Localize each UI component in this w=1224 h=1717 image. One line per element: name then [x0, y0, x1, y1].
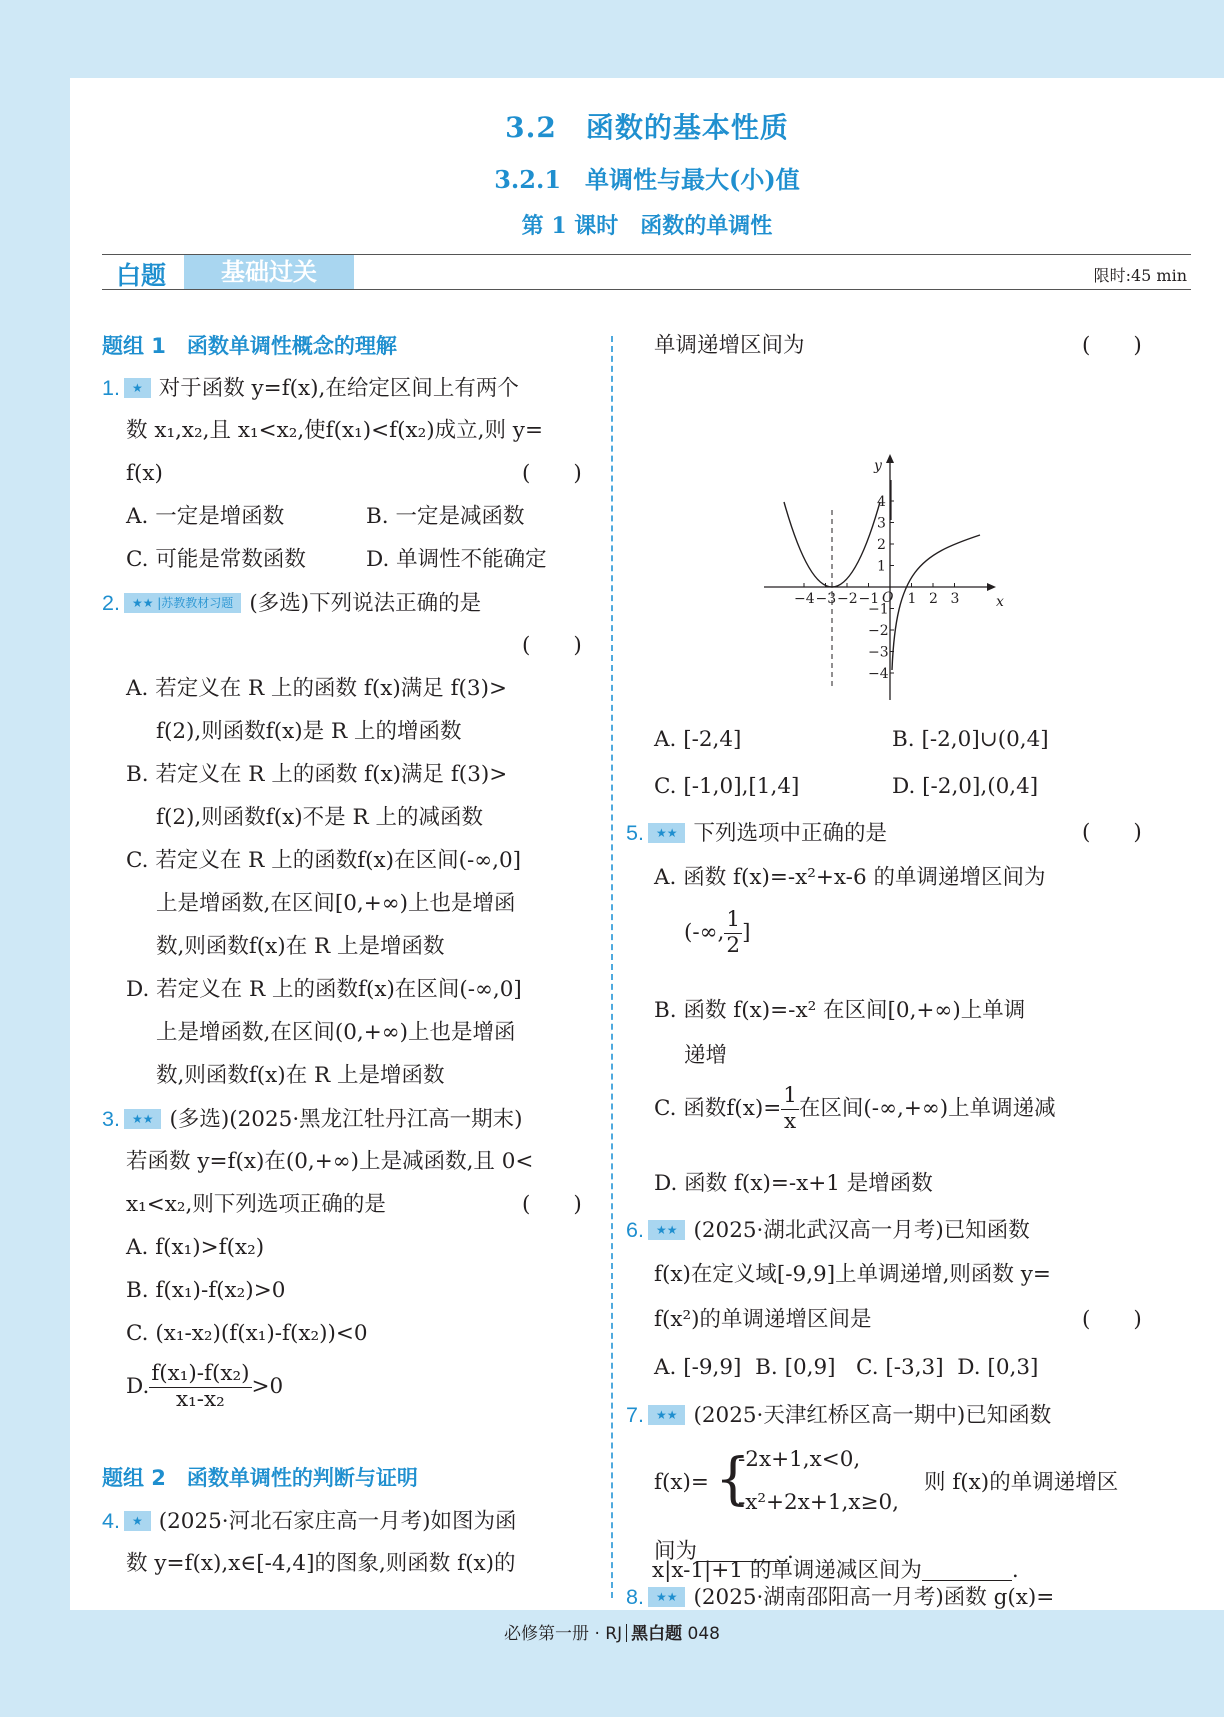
- origin-label: O: [882, 590, 894, 606]
- footer-separator: [626, 1624, 627, 1642]
- question-5: [626, 818, 887, 849]
- q3-option-c: C. (x₁-x₂)(f(x₁)-f(x₂))<0: [126, 1321, 368, 1346]
- q1-line1: 对于函数 y=f(x),在给定区间上有两个: [158, 376, 519, 401]
- q1-number: 1.: [102, 376, 120, 400]
- y-tick-label: 3: [877, 515, 886, 532]
- q3-d-numerator: f(x₁)-f(x₂): [151, 1361, 250, 1386]
- q4-option-b: B. [-2,0]∪(0,4]: [892, 727, 1049, 752]
- q5-number: 5.: [626, 821, 644, 845]
- band-tag-main: 白题: [116, 261, 167, 290]
- x-tick-label: 1: [907, 591, 917, 607]
- lesson-title: 第 1 课时 函数的单调性: [521, 213, 773, 239]
- q1-answer-paren: ( ): [522, 461, 582, 486]
- q3-option-b: B. f(x₁)-f(x₂)>0: [126, 1278, 286, 1303]
- y-axis-arrow: [886, 454, 894, 463]
- group-heading-1: 题组 1 函数单调性概念的理解: [102, 334, 397, 358]
- q6-number: 6.: [626, 1218, 644, 1242]
- q6-stars: ★★: [648, 1220, 686, 1240]
- question-6: [626, 1215, 1030, 1246]
- q6-answer-paren: ( ): [1082, 1307, 1142, 1332]
- x-tick-label: −2: [837, 591, 858, 607]
- q4-line1: (2025·河北石家庄高一月考)如图为函: [158, 1509, 517, 1534]
- y-tick-label: −4: [868, 666, 889, 682]
- q3-stars: ★★: [124, 1109, 162, 1129]
- band-tag-sub: 基础过关: [184, 255, 354, 289]
- y-tick-label: −1: [868, 601, 889, 618]
- q2-option-d-line3: 数,则函数f(x)在 R 上是增函数: [156, 1063, 445, 1088]
- question-2: [102, 588, 481, 619]
- q2-option-b-line1: B. 若定义在 R 上的函数 f(x)满足 f(3)>: [126, 762, 508, 787]
- q5-c-fraction: [781, 1084, 799, 1134]
- q1-option-b: B. 一定是减函数: [366, 504, 525, 529]
- q1-line2: 数 x₁,x₂,且 x₁<x₂,使f(x₁)<f(x₂)成立,则 y=: [126, 418, 543, 443]
- section-title: 3.2 函数的基本性质: [505, 111, 789, 144]
- q3-option-d: [126, 1362, 283, 1412]
- q7-brace: {: [715, 1447, 751, 1512]
- q6-options: A. [-9,9] B. [0,9] C. [-3,3] D. [0,3]: [654, 1355, 1039, 1380]
- x-tick-label: 3: [950, 591, 960, 607]
- q2-option-b-line2: f(2),则函数f(x)不是 R 上的减函数: [156, 805, 483, 830]
- q4-option-c: C. [-1,0],[1,4]: [654, 774, 800, 799]
- y-tick-label: 2: [877, 537, 886, 553]
- q5-option-b-line2: 递增: [684, 1043, 728, 1068]
- y-tick-label: −3: [868, 644, 889, 661]
- group-heading-2: 题组 2 函数单调性的判断与证明: [102, 1466, 418, 1490]
- q4-option-a: A. [-2,4]: [654, 727, 742, 752]
- q3-line3: x₁<x₂,则下列选项正确的是: [126, 1192, 386, 1217]
- q5-a-post: ]: [742, 920, 751, 946]
- q2-answer-paren: ( ): [522, 633, 582, 658]
- q2-option-a-line1: A. 若定义在 R 上的函数 f(x)满足 f(3)>: [126, 676, 508, 701]
- q3-line1: (多选)(2025·黑龙江牡丹江高一期末): [169, 1107, 523, 1132]
- q3-number: 3.: [102, 1107, 120, 1131]
- q7-case-2: -x²+2x+1,x≥0,: [738, 1490, 900, 1515]
- q2-line1: (多选)下列说法正确的是: [249, 591, 482, 616]
- page-footer: [0, 1619, 1224, 1644]
- subsection-title: 3.2.1 单调性与最大(小)值: [494, 165, 800, 194]
- column-divider: [611, 336, 613, 1598]
- q7-line2-tail: 则 f(x)的单调递增区: [924, 1470, 1119, 1495]
- q5-option-c: [654, 1084, 1056, 1134]
- q1-line3: f(x): [126, 461, 163, 486]
- y-tick-label: −2: [868, 623, 889, 639]
- q1-option-a: A. 一定是增函数: [126, 504, 285, 529]
- x-axis-label: x: [996, 594, 1004, 610]
- q5-stars: ★★: [648, 823, 686, 843]
- q2-stars: ★★ |苏教教材习题: [124, 593, 241, 613]
- time-limit: 限时:45 min: [1093, 266, 1187, 285]
- q5-option-a-line2: [684, 908, 750, 958]
- q1-stars: ★: [124, 378, 151, 398]
- q8-number: 8.: [626, 1585, 644, 1609]
- q3-line2: 若函数 y=f(x)在(0,+∞)上是减函数,且 0<: [126, 1149, 534, 1174]
- footer-brand: 黑白题: [631, 1624, 683, 1644]
- q2-option-d-line2: 上是增函数,在区间(0,+∞)上也是增函: [156, 1020, 516, 1045]
- q4-line2: 数 y=f(x),x∈[-4,4]的图象,则函数 f(x)的: [126, 1551, 516, 1576]
- question-1: [102, 373, 519, 404]
- q7-line3-post: .: [787, 1539, 794, 1564]
- question-4: [102, 1506, 517, 1537]
- q7-case-1: -2x+1,x<0,: [738, 1447, 861, 1472]
- q2-option-c-line3: 数,则函数f(x)在 R 上是增函数: [156, 934, 445, 959]
- q4-stars: ★: [124, 1511, 151, 1531]
- q6-line2: f(x)在定义域[-9,9]上单调递增,则函数 y=: [654, 1262, 1051, 1287]
- q8-line2-post: .: [1011, 1558, 1019, 1583]
- q8-answer-blank[interactable]: [922, 1560, 1012, 1581]
- q3-answer-paren: ( ): [522, 1192, 582, 1217]
- q5-c-post: 在区间(-∞,+∞)上单调递减: [798, 1096, 1056, 1122]
- q5-line1: 下列选项中正确的是: [693, 821, 887, 846]
- q2-option-d-line1: D. 若定义在 R 上的函数f(x)在区间(-∞,0]: [126, 977, 522, 1002]
- q7-number: 7.: [626, 1403, 644, 1427]
- q5-option-a-line1: A. 函数 f(x)=-x²+x-6 的单调递增区间为: [654, 865, 1046, 890]
- q3-option-d-label: D.: [126, 1374, 150, 1400]
- q5-c-denominator: x: [784, 1108, 797, 1134]
- q1-option-d: D. 单调性不能确定: [366, 547, 547, 572]
- x-tick-label: 2: [929, 591, 938, 607]
- y-axis-label: y: [874, 458, 882, 474]
- function-graph: [760, 370, 1080, 710]
- q5-c-pre: C. 函数f(x)=: [654, 1096, 782, 1122]
- q4-number: 4.: [102, 1509, 120, 1533]
- x-tick-label: −1: [858, 591, 880, 607]
- q5-option-d: D. 函数 f(x)=-x+1 是增函数: [654, 1171, 933, 1196]
- footer-page-number: 048: [687, 1624, 720, 1644]
- question-7: [626, 1400, 1051, 1431]
- q5-a-pre: (-∞,: [684, 920, 725, 946]
- x-tick-label: −4: [794, 591, 815, 607]
- y-tick-label: 4: [877, 494, 886, 510]
- q7-function-label: f(x)=: [654, 1470, 709, 1495]
- footer-book: 必修第一册 · RJ: [504, 1624, 623, 1644]
- q5-a-numerator: 1: [726, 907, 741, 932]
- q8-line1: (2025·湖南邵阳高一月考)函数 g(x)=: [693, 1585, 1055, 1610]
- q3-option-d-fraction: [149, 1362, 251, 1412]
- question-3: [102, 1104, 523, 1135]
- q6-line1: (2025·湖北武汉高一月考)已知函数: [693, 1218, 1030, 1243]
- y-tick-label: 1: [877, 558, 886, 575]
- q4-line3: 单调递增区间为: [654, 333, 805, 358]
- x-axis-arrow: [987, 583, 996, 591]
- x-tick-label: −3: [815, 591, 837, 607]
- q5-c-numerator: 1: [783, 1083, 797, 1108]
- q3-d-denominator: x₁-x₂: [176, 1386, 225, 1412]
- q8-stars: ★★: [648, 1587, 686, 1607]
- q8-line2-pre: x|x-1|+1 的单调递减区间为: [652, 1558, 922, 1583]
- question-8: [626, 1582, 1054, 1613]
- q7-line3-pre: 间为: [654, 1539, 698, 1564]
- q5-answer-paren: ( ): [1082, 820, 1142, 845]
- q2-number: 2.: [102, 591, 120, 615]
- section-band: [102, 254, 1191, 290]
- q4-answer-paren: ( ): [1082, 333, 1142, 358]
- q7-line1: (2025·天津红桥区高一期中)已知函数: [693, 1403, 1052, 1428]
- q3-option-d-post: >0: [251, 1374, 284, 1400]
- q5-a-fraction: [724, 908, 742, 958]
- q5-a-denominator: 2: [726, 932, 741, 958]
- q5-option-b-line1: B. 函数 f(x)=-x² 在区间[0,+∞)上单调: [654, 998, 1026, 1023]
- q7-stars: ★★: [648, 1405, 686, 1425]
- page-sheet: [70, 78, 1224, 1610]
- q2-option-a-line2: f(2),则函数f(x)是 R 上的增函数: [156, 719, 462, 744]
- q4-option-d: D. [-2,0],(0,4]: [892, 774, 1039, 799]
- q2-option-c-line2: 上是增函数,在区间[0,+∞)上也是增函: [156, 891, 516, 916]
- q3-option-a: A. f(x₁)>f(x₂): [126, 1235, 265, 1260]
- q6-line3: f(x²)的单调递增区间是: [654, 1307, 872, 1332]
- q2-option-c-line1: C. 若定义在 R 上的函数f(x)在区间(-∞,0]: [126, 848, 522, 873]
- q8-line2: [652, 1556, 1019, 1586]
- q1-option-c: C. 可能是常数函数: [126, 547, 306, 572]
